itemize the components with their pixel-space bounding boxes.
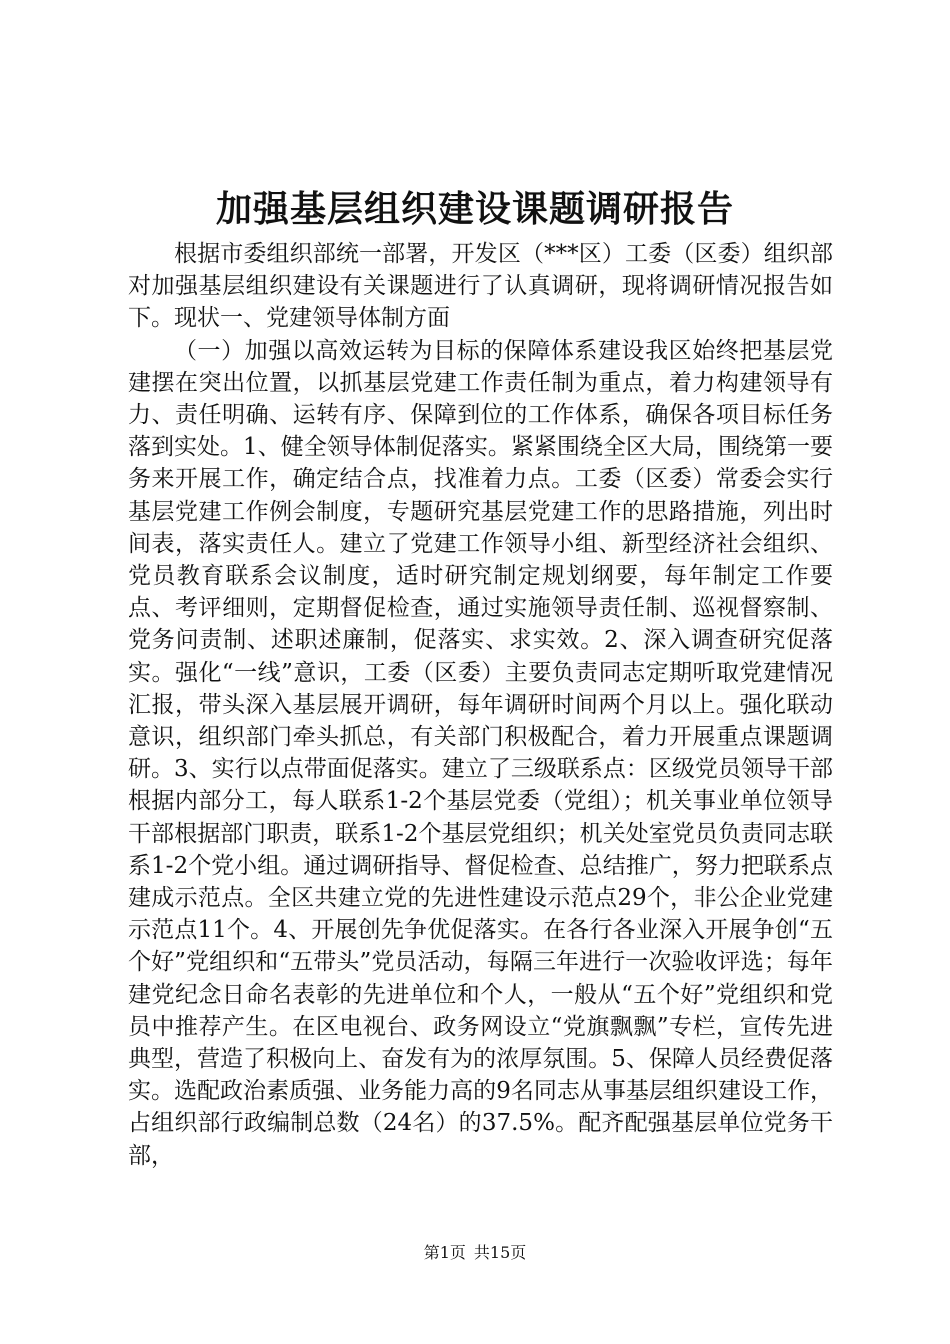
- document-body: [128, 238, 833, 1172]
- document-title: 加强基层组织建设课题调研报告: [215, 188, 734, 230]
- page-footer: [0, 1243, 950, 1263]
- paragraph-section-1: （一）加强以高效运转为目标的保障体系建设我区始终把基层党建摆在突出位置，以抓基层党建工作责任制为重点，着力构建领导有力、责任明确、运转有序、保障到位的工作体系，确保各项目标任务落到实处。1、健全领导体制促落实。紧紧围绕全区大局，围绕第一要务来开展工作，确定结合点，找准着力点。工委（区委）常委会实行基层党建工作例会制度，专题研究基层党建工作的思路措施，列出时间表，落实责任人。建立了党建工作领导小组、新型经济社会组织、党员教育联系会议制度，适时研究制定规划纲要，每年制定工作要点、考评细则，定期督促检查，通过实施领导责任制、巡视督察制、党务问责制、述职述廉制，促落实、求实效。2、深入调查研究促落实。强化“一线”意识，工委（区委）主要负责同志定期听取党建情况汇报，带头深入基层展开调研，每年调研时间两个月以上。强化联动意识，组织部门牵头抓总，有关部门积极配合，着力开展重点课题调研。3、实行以点带面促落实。建立了三级联系点：区级党员领导干部根据内部分工，每人联系1-2个基层党委（党组）；机关事业单位领导干部根据部门职责，联系1-2个基层党组织；机关处室党员负责同志联系1-2个党小组。通过调研指导、督促检查、总结推广，努力把联系点建成示范点。全区共建立党的先进性建设示范点29个，非公企业党建示范点11个。4、开展创先争优促落实。在各行各业深入开展争创“五个好”党组织和“五带头”党员活动，每隔三年进行一次验收评选；每年建党纪念日命名表彰的先进单位和个人，一般从“五个好”党组织和党员中推荐产生。在区电视台、政务网设立“党旗飘飘”专栏，宣传先进典型，营造了积极向上、奋发有为的浓厚氛围。5、保障人员经费促落实。选配政治素质强、业务能力高的9名同志从事基层组织建设工作，占组织部行政编制总数（24名）的37.5%。配齐配强基层单位党务干部，: [128, 337, 833, 1169]
- page-total: 共15页: [473, 1243, 527, 1262]
- page-number: 第1页: [423, 1243, 466, 1262]
- paragraph-intro: 根据市委组织部统一部署，开发区（***区）工委（区委）组织部对加强基层组织建设有关课题进行了认真调研，现将调研情况报告如下。现状一、党建领导体制方面: [128, 241, 833, 332]
